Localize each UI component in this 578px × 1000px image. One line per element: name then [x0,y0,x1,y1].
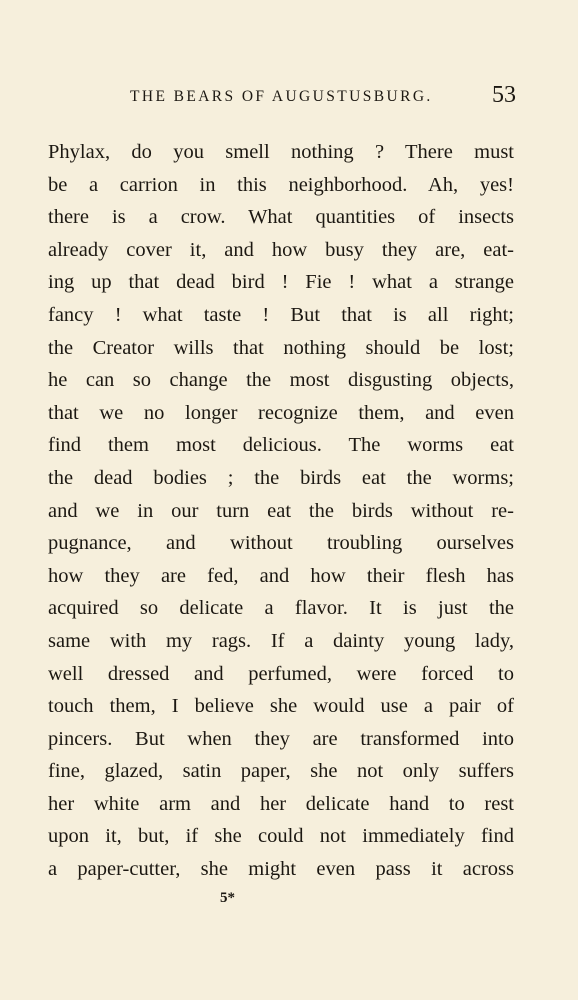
text-line: acquired so delicate a flavor. It is just the [48,597,514,620]
text-line: fine, glazed, satin paper, she not only suffers [48,760,514,783]
text-line: her white arm and her delicate hand to rest [48,792,514,815]
text-line: he can so change the most disgusting objects, [48,369,514,392]
body-text [48,136,514,886]
page-number: 53 [492,82,516,108]
text-line: touch them, I believe she would use a pair of [48,695,514,718]
text-line: pincers. But when they are transformed into [48,727,514,750]
text-line: that we no longer recognize them, and even [48,401,514,424]
text-line: already cover it, and how busy they are, eat- [48,238,514,261]
text-line: the Creator wills that nothing should be lost; [48,336,514,359]
running-title: THE BEARS OF AUGUSTUSBURG. [130,88,433,105]
text-line: there is a crow. What quantities of insects [48,206,514,229]
text-line: the dead bodies ; the birds eat the worms; [48,466,514,489]
text-line: ing up that dead bird ! Fie ! what a strange [48,271,514,294]
text-line: how they are fed, and how their flesh has [48,564,514,587]
text-line: pugnance, and without troubling ourselves [48,532,514,555]
running-head [48,82,516,112]
text-line: find them most delicious. The worms eat [48,434,514,457]
text-line: fancy ! what taste ! But that is all right; [48,303,514,326]
text-line: same with my rags. If a dainty young lady, [48,629,514,652]
text-line: Phylax, do you smell nothing ? There must [48,141,514,163]
text-line: be a carrion in this neighborhood. Ah, yes! [48,173,514,196]
text-line: well dressed and perfumed, were forced to [48,662,514,685]
signature-mark: 5* [220,890,235,906]
text-line: upon it, but, if she could not immediately find [48,825,514,848]
text-line: and we in our turn eat the birds without re- [48,499,514,522]
text-line: a paper-cutter, she might even pass it across [48,858,514,881]
